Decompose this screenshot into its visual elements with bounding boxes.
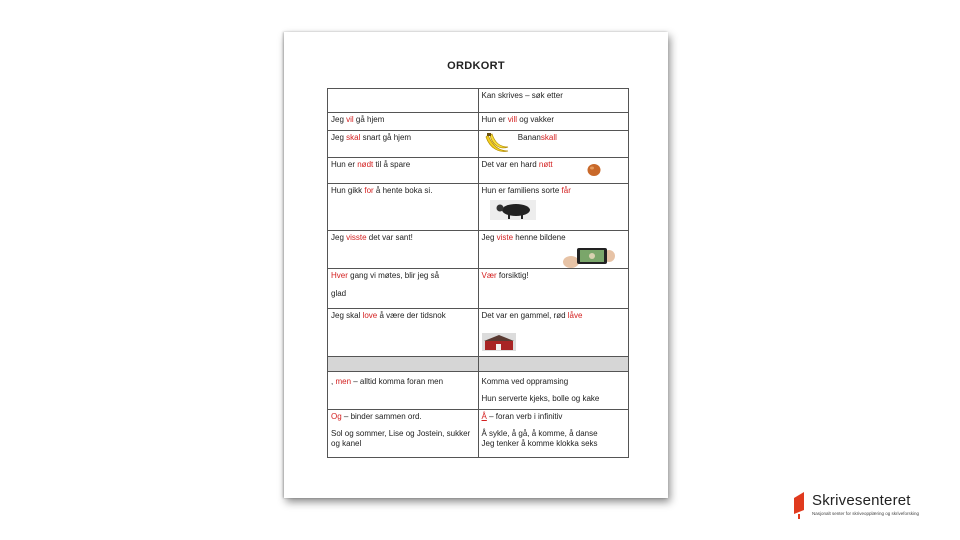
text-segment: Det var en hard (481, 160, 539, 169)
sheep-text (482, 186, 571, 195)
text-segment: gang vi møtes, blir jeg så (347, 271, 440, 280)
row-right-cell (478, 309, 629, 357)
highlighted-word: visste (346, 233, 367, 242)
text-segment: Komma ved oppramsing (481, 377, 569, 386)
separator-cell (328, 357, 479, 372)
table-row (328, 131, 629, 158)
og-example: Sol og sommer, Lise og Jostein, sukker og kanel (331, 429, 471, 448)
row-right-cell (478, 231, 629, 269)
header-right-cell: Kan skrives – søk etter (478, 89, 629, 113)
highlighted-word: skall (540, 133, 557, 142)
row-right-cell (478, 269, 629, 309)
row-left-cell (328, 269, 479, 309)
row-left-cell (328, 184, 479, 231)
text-segment: – alltid komma foran men (351, 377, 444, 386)
text-segment: – foran verb i infinitiv (486, 412, 563, 421)
table-row (328, 372, 629, 410)
text-segment: Jeg (331, 115, 347, 124)
skrivesenteret-logo-icon (792, 492, 806, 520)
text-segment: Banan (517, 133, 541, 142)
text-segment: Jeg (331, 133, 347, 142)
highlighted-word: nøtt (538, 160, 553, 169)
document-title: ORDKORT (447, 60, 505, 72)
row-left-cell (328, 231, 479, 269)
highlighted-word: viste (496, 233, 514, 242)
barn-text (482, 311, 583, 320)
highlighted-word: Hver (331, 271, 348, 280)
banana-icon (484, 133, 510, 155)
highlighted-word: vill (507, 115, 518, 124)
row-left-cell (328, 158, 479, 184)
document-page (284, 32, 668, 498)
comma-rule (482, 377, 626, 387)
text-segment: Hun er familiens sorte (481, 186, 562, 195)
text-segment: og vakker (517, 115, 554, 124)
text-segment: snart gå hjem (360, 133, 412, 142)
text-segment: å hente boka si. (373, 186, 433, 195)
table-row (328, 184, 629, 231)
row-right-cell (478, 410, 629, 458)
text-segment: Det var en gammel, rød (481, 311, 568, 320)
highlighted-word: vil (346, 115, 354, 124)
table-row (328, 269, 629, 309)
og-rule (331, 412, 475, 422)
highlighted-word: for (364, 186, 374, 195)
table-row (328, 158, 629, 184)
text-segment: til å spare (373, 160, 411, 169)
text-segment: Hun er (331, 160, 358, 169)
highlighted-word: Å (481, 412, 487, 421)
row-right-cell (478, 158, 629, 184)
word-card-table (327, 88, 629, 458)
row-right-cell (478, 184, 629, 231)
text-segment: Jeg skal (331, 311, 363, 320)
highlighted-word: får (561, 186, 571, 195)
nut-icon (586, 161, 602, 177)
phone-photo-icon (563, 244, 615, 270)
row-right-cell (478, 372, 629, 410)
photo-text (482, 233, 566, 242)
row-left-cell (328, 309, 479, 357)
text-segment: Jeg (481, 233, 497, 242)
highlighted-word: skal (346, 133, 361, 142)
brand-logo (790, 492, 950, 522)
red-barn-icon (482, 333, 516, 351)
row-left-cell (328, 113, 479, 131)
text-segment: Hun gikk (331, 186, 365, 195)
highlighted-word: Og (331, 412, 342, 421)
table-separator-row (328, 357, 629, 372)
row-left-cell (328, 372, 479, 410)
hver-line (331, 271, 475, 281)
text-segment: Hun er (481, 115, 508, 124)
text-segment: å være der tidsnok (377, 311, 446, 320)
banana-word (518, 133, 557, 142)
text-segment: gå hjem (353, 115, 385, 124)
black-sheep-icon (490, 200, 536, 220)
highlighted-word: Vær (481, 271, 497, 280)
table-row (328, 410, 629, 458)
table-row (328, 309, 629, 357)
separator-cell (478, 357, 629, 372)
text-segment: forsiktig! (496, 271, 529, 280)
highlighted-word: nødt (357, 160, 374, 169)
header-left-cell (328, 89, 479, 113)
comma-example: Hun serverte kjeks, bolle og kake (481, 394, 600, 403)
table-row (328, 231, 629, 269)
row-left-cell (328, 410, 479, 458)
text-segment: Jeg (331, 233, 347, 242)
text-segment: det var sant! (366, 233, 413, 242)
highlighted-word: love (362, 311, 378, 320)
table-row (328, 113, 629, 131)
aa-example-2: Jeg tenker å komme klokka seks (481, 439, 598, 448)
aa-rule (482, 412, 626, 422)
brand-name: Skrivesenteret (812, 492, 911, 509)
text-segment: – binder sammen ord. (341, 412, 422, 421)
aa-example-1: Å sykle, å gå, å komme, å danse (481, 429, 598, 438)
row-left-cell (328, 131, 479, 158)
table-header-row (328, 89, 629, 113)
row-right-cell (478, 131, 629, 158)
highlighted-word: men (335, 377, 352, 386)
row-right-cell (478, 113, 629, 131)
highlighted-word: låve (567, 311, 583, 320)
text-segment: , (331, 377, 336, 386)
text-segment: henne bildene (513, 233, 566, 242)
hver-line-continued: glad (331, 289, 347, 298)
nut-text (482, 160, 553, 169)
brand-tagline: Nasjonalt senter for skriveopplæring og skriveforsking (812, 511, 920, 516)
